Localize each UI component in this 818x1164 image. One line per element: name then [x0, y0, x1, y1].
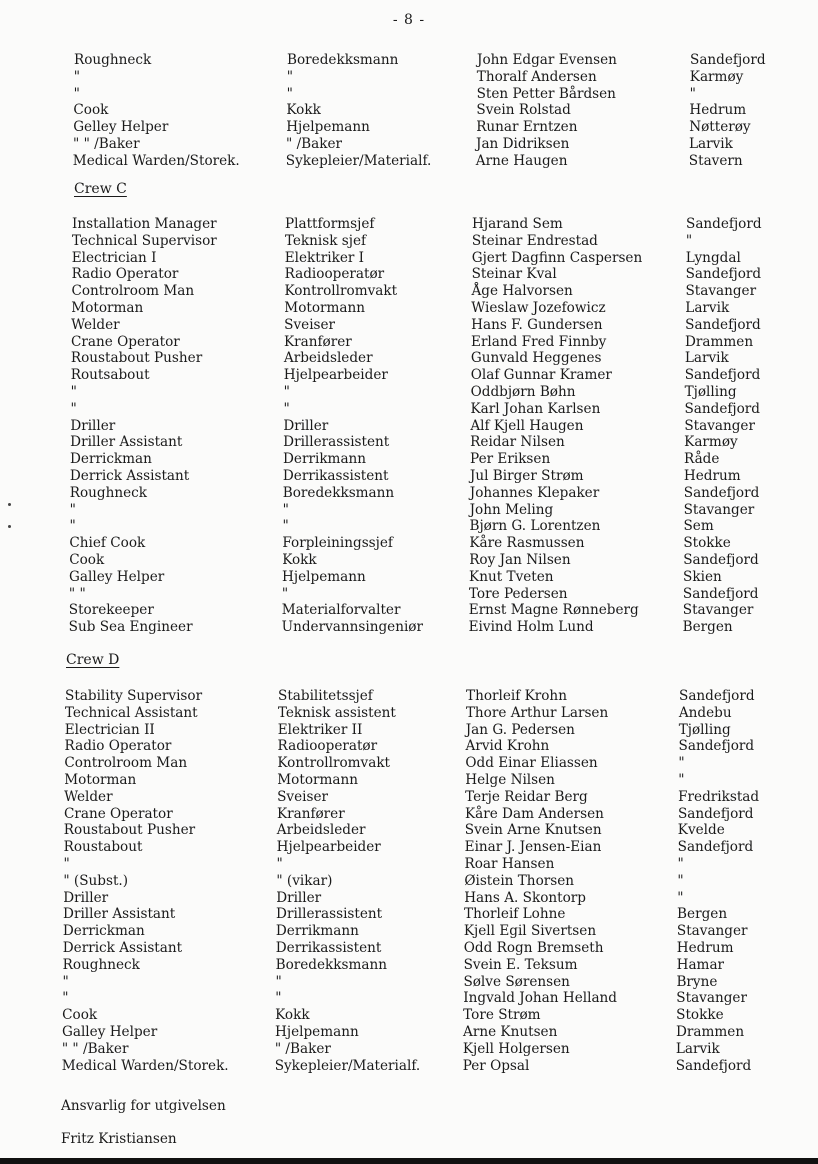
job-title-english: " (Subst.)	[63, 872, 129, 889]
person-name: Sølve Sørensen	[463, 973, 570, 990]
job-title-norwegian: Hjelpearbeider	[283, 367, 388, 384]
crew-c-list	[0, 216, 818, 636]
person-name: Svein E. Teksum	[463, 956, 578, 973]
job-title-english: "	[70, 400, 77, 417]
job-title-norwegian: "	[282, 501, 289, 518]
job-title-english: " " /Baker	[73, 135, 140, 152]
person-name: Bjørn G. Lorentzen	[469, 518, 601, 535]
crew-row	[0, 250, 818, 267]
job-title-english: Radio Operator	[64, 738, 172, 755]
hometown: Larvik	[675, 1040, 720, 1057]
crew-row	[0, 957, 818, 974]
job-title-english: Cook	[73, 102, 109, 119]
hometown: Andebu	[678, 704, 732, 721]
crew-row	[0, 586, 818, 603]
person-name: Svein Arne Knutsen	[464, 822, 602, 839]
hometown: Sandefjord	[690, 52, 766, 68]
person-name: Åge Halvorsen	[471, 283, 573, 300]
hometown: Lyngdal	[685, 249, 741, 266]
scan-edge	[0, 1158, 818, 1164]
job-title-norwegian: Boredekksmann	[282, 484, 395, 501]
person-name: Helge Nilsen	[465, 771, 555, 788]
person-name: Runar Erntzen	[476, 119, 578, 136]
person-name: Eivind Holm Lund	[468, 619, 594, 636]
hometown: "	[677, 855, 684, 872]
job-title-english: Roustabout Pusher	[70, 350, 203, 367]
hometown: Fredrikstad	[678, 788, 760, 805]
crew-row	[0, 233, 818, 250]
job-title-english: Controlroom Man	[64, 755, 188, 772]
crew-row	[0, 451, 818, 468]
job-title-norwegian: Elektriker II	[277, 721, 363, 738]
job-title-english: Controlroom Man	[71, 283, 195, 300]
job-title-norwegian: Stabilitetssjef	[278, 688, 373, 704]
job-title-english: Driller Assistant	[63, 906, 176, 923]
hometown: Stavanger	[682, 602, 754, 619]
crew-row	[0, 350, 818, 367]
person-name: Jan Didriksen	[476, 135, 570, 152]
job-title-norwegian: Driller	[283, 417, 329, 434]
job-title-norwegian: Boredekksmann	[275, 956, 388, 973]
scan-mark	[8, 503, 11, 506]
person-name: Kjell Egil Sivertsen	[463, 923, 597, 940]
responsible-name: Fritz Kristiansen	[61, 1131, 177, 1147]
person-name: Ingvald Johan Helland	[463, 990, 618, 1007]
person-name: Einar J. Jensen-Eian	[464, 839, 602, 856]
job-title-english: Storekeeper	[68, 602, 154, 619]
job-title-norwegian: " /Baker	[286, 135, 343, 152]
person-name: Odd Rogn Bremseth	[463, 939, 604, 956]
hometown: Karmøy	[689, 68, 744, 85]
hometown: Stavanger	[684, 417, 755, 434]
scan-mark	[8, 525, 11, 528]
job-title-english: Crane Operator	[63, 805, 173, 822]
job-title-english: Roustabout Pusher	[63, 822, 196, 839]
job-title-english: "	[63, 855, 70, 872]
hometown: Sandefjord	[684, 367, 761, 384]
person-name: Thorleif Lohne	[464, 906, 566, 923]
person-name: Kåre Rasmussen	[469, 535, 585, 552]
crew-row	[0, 367, 818, 384]
job-title-english: Galley Helper	[69, 568, 165, 585]
job-title-english: Roughneck	[69, 484, 148, 501]
crew-row	[0, 890, 818, 907]
job-title-norwegian: Kokk	[275, 1007, 310, 1024]
job-title-norwegian: Motormann	[277, 771, 359, 788]
person-name: Kåre Dam Andersen	[464, 805, 604, 822]
hometown: Larvik	[689, 135, 733, 152]
job-title-english: "	[69, 501, 76, 518]
job-title-english: Motorman	[71, 299, 144, 316]
job-title-english: Chief Cook	[69, 535, 146, 552]
job-title-english: Technical Supervisor	[71, 232, 217, 249]
job-title-norwegian: "	[282, 518, 289, 535]
person-name: Per Eriksen	[470, 451, 551, 468]
crew-row	[0, 119, 818, 136]
person-name: Tore Strøm	[463, 1007, 541, 1024]
job-title-norwegian: "	[276, 855, 283, 872]
hometown: Tjølling	[684, 383, 737, 400]
crew-row	[0, 1007, 818, 1024]
crew-row	[0, 434, 818, 451]
hometown: Drammen	[676, 1023, 745, 1040]
job-title-english: Crane Operator	[71, 333, 180, 350]
hometown: Sandefjord	[678, 738, 755, 755]
job-title-english: Cook	[69, 551, 105, 568]
job-title-norwegian: Undervannsingeniør	[281, 619, 423, 636]
job-title-norwegian: Radiooperatør	[277, 738, 378, 755]
person-name: Thore Arthur Larsen	[465, 704, 609, 721]
person-name: Reidar Nilsen	[470, 434, 565, 451]
person-name: Thorleif Krohn	[466, 688, 567, 704]
job-title-norwegian: Hjelpemann	[286, 119, 370, 136]
person-name: Kjell Holgersen	[462, 1040, 570, 1057]
crew-row	[0, 283, 818, 300]
person-name: Sten Petter Bårdsen	[476, 85, 616, 102]
hometown: Bergen	[677, 906, 728, 923]
job-title-english: Roughneck	[62, 956, 140, 973]
person-name: Olaf Gunnar Kramer	[470, 367, 612, 384]
job-title-english: Medical Warden/Storek.	[61, 1057, 229, 1074]
job-title-english: Driller Assistant	[70, 434, 183, 451]
crew-row	[0, 86, 818, 103]
job-title-norwegian: Boredekksmann	[287, 52, 399, 68]
job-title-english: "	[73, 68, 81, 85]
page-number: - 8 -	[392, 12, 426, 28]
hometown: Karmøy	[684, 434, 738, 451]
person-name: Roy Jan Nilsen	[469, 551, 571, 568]
job-title-norwegian: Kokk	[282, 551, 317, 568]
person-name: Steinar Endrestad	[471, 232, 598, 249]
hometown: Bergen	[682, 619, 733, 636]
job-title-norwegian: "	[281, 585, 289, 602]
hometown: Larvik	[685, 299, 730, 316]
hometown: Stavanger	[676, 990, 747, 1007]
crew-row	[0, 569, 818, 586]
job-title-norwegian: Sveiser	[284, 316, 336, 333]
job-title-english: Galley Helper	[62, 1023, 158, 1040]
hometown: Stavanger	[676, 923, 748, 940]
job-title-norwegian: Kontrollromvakt	[277, 755, 391, 772]
crew-row	[0, 266, 818, 283]
person-name: Hans F. Gundersen	[471, 316, 603, 333]
job-title-english: Radio Operator	[71, 266, 179, 283]
job-title-english: Derrick Assistant	[62, 939, 183, 956]
crew-row	[0, 334, 818, 351]
job-title-norwegian: Kranfører	[284, 333, 352, 350]
job-title-norwegian: "	[275, 973, 282, 990]
hometown: Stokke	[676, 1007, 724, 1024]
crew-row	[0, 317, 818, 334]
job-title-english: Routsabout	[70, 367, 150, 384]
hometown: Sandefjord	[685, 266, 762, 283]
job-title-english: Sub Sea Engineer	[68, 619, 193, 636]
hometown: Kvelde	[677, 822, 725, 839]
crew-row	[0, 384, 818, 401]
job-title-english: Medical Warden/Storek.	[72, 152, 240, 169]
job-title-norwegian: Sykepleier/Materialf.	[285, 152, 432, 169]
hometown: Hedrum	[683, 467, 741, 484]
crew-row	[0, 518, 818, 535]
person-name: Øistein Thorsen	[464, 872, 575, 889]
hometown: "	[689, 85, 696, 102]
job-title-english: " " /Baker	[61, 1040, 129, 1057]
job-title-norwegian: " /Baker	[274, 1040, 331, 1057]
hometown: "	[677, 872, 684, 889]
crew-row	[0, 839, 818, 856]
job-title-norwegian: Materialforvalter	[281, 602, 401, 619]
crew-row	[0, 772, 818, 789]
job-title-norwegian: Motormann	[284, 299, 366, 316]
job-title-english: Derrickman	[70, 451, 152, 468]
job-title-english: Gelley Helper	[73, 119, 169, 136]
person-name: Hans A. Skontorp	[464, 889, 586, 906]
job-title-english: Stability Supervisor	[65, 688, 203, 704]
person-name: John Edgar Evensen	[477, 52, 617, 68]
job-title-norwegian: Derrikassistent	[275, 939, 382, 956]
crew-row	[0, 990, 818, 1007]
hometown: Skien	[683, 568, 722, 585]
person-name: Odd Einar Eliassen	[465, 755, 598, 772]
person-name: Svein Rolstad	[476, 102, 571, 119]
crew-row	[0, 153, 818, 170]
hometown: "	[678, 755, 685, 772]
person-name: Gunvald Heggenes	[470, 350, 602, 367]
job-title-norwegian: Teknisk sjef	[284, 232, 367, 249]
hometown: Nøtterøy	[689, 119, 751, 136]
crew-row	[0, 619, 818, 636]
job-title-english: Driller	[63, 889, 109, 906]
person-name: Ernst Magne Rønneberg	[468, 602, 639, 619]
hometown: Hedrum	[676, 939, 734, 956]
job-title-english: Welder	[71, 316, 120, 333]
job-title-norwegian: Sykepleier/Materialf.	[274, 1057, 421, 1074]
crew-row	[0, 873, 818, 890]
job-title-norwegian: Derrikmann	[275, 923, 359, 940]
crew-row	[0, 923, 818, 940]
job-title-norwegian: Hjelpearbeider	[276, 839, 381, 856]
job-title-english: "	[62, 973, 69, 990]
hometown: Stokke	[683, 535, 731, 552]
crew-row	[0, 485, 818, 502]
hometown: Sandefjord	[686, 216, 762, 232]
crew-d-list	[0, 688, 818, 1074]
person-name: Jan G. Pedersen	[465, 721, 575, 738]
crew-row	[0, 755, 818, 772]
person-name: Arne Haugen	[475, 152, 568, 169]
job-title-norwegian: Kokk	[286, 102, 321, 119]
person-name: Terje Reidar Berg	[465, 788, 588, 805]
crew-row	[0, 688, 818, 705]
crew-row	[0, 535, 818, 552]
crew-row	[0, 136, 818, 153]
crew-row	[0, 1058, 818, 1075]
person-name: Alf Kjell Haugen	[470, 417, 584, 434]
hometown: Sandefjord	[684, 400, 761, 417]
crew-row	[0, 906, 818, 923]
job-title-english: Roustabout	[63, 839, 143, 856]
crew-row	[0, 940, 818, 957]
hometown: Sandefjord	[683, 484, 760, 501]
hometown: Hedrum	[689, 102, 747, 119]
crew-row	[0, 418, 818, 435]
job-title-english: "	[73, 85, 80, 102]
crew-row	[0, 401, 818, 418]
job-title-norwegian: " (vikar)	[276, 872, 333, 889]
hometown: Sandefjord	[677, 839, 754, 856]
person-name: Gjert Dagfinn Caspersen	[471, 249, 643, 266]
hometown: Drammen	[685, 333, 754, 350]
crew-row	[0, 102, 818, 119]
job-title-english: " "	[68, 585, 86, 602]
person-name: Knut Tveten	[469, 568, 554, 585]
job-title-norwegian: Elektriker I	[284, 249, 365, 266]
job-title-english: Technical Assistant	[64, 704, 198, 721]
crew-list-continued	[0, 52, 818, 170]
job-title-norwegian: Driller	[276, 889, 322, 906]
person-name: Jul Birger Strøm	[469, 467, 584, 484]
hometown: "	[685, 232, 693, 249]
job-title-norwegian: "	[275, 990, 282, 1007]
person-name: Erland Fred Finnby	[471, 333, 607, 350]
crew-row	[0, 1024, 818, 1041]
job-title-norwegian: "	[283, 400, 290, 417]
job-title-norwegian: Radiooperatør	[284, 266, 385, 283]
person-name: Arvid Krohn	[465, 738, 550, 755]
job-title-english: Electrician I	[71, 249, 157, 266]
crew-row	[0, 738, 818, 755]
job-title-norwegian: Drillerassistent	[276, 906, 383, 923]
job-title-english: Cook	[62, 1007, 98, 1024]
person-name: Wieslaw Jozefowicz	[471, 299, 606, 316]
hometown: Sandefjord	[675, 1057, 752, 1074]
person-name: Arne Knutsen	[463, 1023, 558, 1040]
crew-c-heading: Crew C	[74, 181, 127, 197]
hometown: Stavanger	[685, 283, 757, 300]
hometown: "	[678, 771, 685, 788]
job-title-norwegian: "	[286, 85, 293, 102]
crew-row	[0, 300, 818, 317]
person-name: Thoralf Andersen	[476, 68, 597, 85]
job-title-norwegian: Plattformsjef	[285, 216, 375, 232]
crew-row	[0, 1041, 818, 1058]
hometown: Stavanger	[683, 501, 755, 518]
hometown: Sandefjord	[683, 551, 759, 568]
job-title-english: "	[70, 383, 77, 400]
hometown: Larvik	[684, 350, 729, 367]
job-title-english: Installation Manager	[72, 216, 217, 232]
job-title-norwegian: Kontrollromvakt	[284, 283, 398, 300]
job-title-english: Electrician II	[64, 721, 155, 738]
job-title-norwegian: "	[283, 383, 290, 400]
hometown: Stavern	[688, 152, 743, 169]
hometown: Bryne	[676, 973, 718, 990]
person-name: Hjarand Sem	[472, 216, 563, 232]
job-title-norwegian: Sveiser	[277, 788, 328, 805]
job-title-english: Welder	[64, 788, 113, 805]
job-title-english: Derrick Assistant	[69, 467, 190, 484]
crew-row	[0, 789, 818, 806]
crew-row	[0, 216, 818, 233]
job-title-norwegian: Arbeidsleder	[283, 350, 373, 367]
job-title-english: Motorman	[64, 771, 137, 788]
crew-row	[0, 722, 818, 739]
hometown: Sem	[683, 518, 714, 535]
job-title-norwegian: Forpleiningssjef	[282, 535, 393, 552]
job-title-norwegian: Hjelpemann	[275, 1023, 359, 1040]
job-title-norwegian: Kranfører	[276, 805, 345, 822]
crew-row	[0, 705, 818, 722]
hometown: Råde	[684, 451, 720, 468]
hometown: Sandefjord	[679, 688, 755, 704]
job-title-norwegian: Teknisk assistent	[277, 704, 396, 721]
hometown: Hamar	[676, 956, 725, 973]
job-title-norwegian: Derrikmann	[283, 451, 367, 468]
crew-row	[0, 856, 818, 873]
crew-d-heading: Crew D	[66, 652, 120, 668]
crew-row	[0, 806, 818, 823]
crew-row	[0, 552, 818, 569]
job-title-english: "	[69, 518, 76, 535]
person-name: Johannes Klepaker	[469, 484, 600, 501]
crew-row	[0, 468, 818, 485]
hometown: Sandefjord	[677, 805, 754, 822]
person-name: Roar Hansen	[464, 855, 555, 872]
job-title-norwegian: Arbeidsleder	[276, 822, 366, 839]
crew-row	[0, 974, 818, 991]
responsible-label: Ansvarlig for utgivelsen	[61, 1098, 226, 1114]
job-title-english: "	[62, 990, 69, 1007]
hometown: Sandefjord	[685, 316, 761, 333]
job-title-norwegian: "	[286, 68, 294, 85]
crew-row	[0, 602, 818, 619]
crew-row	[0, 502, 818, 519]
job-title-norwegian: Hjelpemann	[282, 568, 366, 585]
person-name: Steinar Kval	[471, 266, 557, 283]
hometown: Tjølling	[678, 721, 731, 738]
hometown: Sandefjord	[682, 585, 759, 602]
hometown: "	[677, 889, 684, 906]
person-name: Tore Pedersen	[468, 585, 568, 602]
job-title-norwegian: Derrikassistent	[282, 467, 389, 484]
person-name: Per Opsal	[462, 1057, 530, 1074]
job-title-norwegian: Drillerassistent	[283, 434, 390, 451]
crew-row	[0, 822, 818, 839]
job-title-english: Driller	[70, 417, 116, 434]
person-name: Karl Johan Karlsen	[470, 400, 601, 417]
person-name: John Meling	[469, 501, 554, 518]
crew-row	[0, 69, 818, 86]
crew-row	[0, 52, 818, 69]
job-title-english: Derrickman	[62, 923, 145, 940]
job-title-english: Roughneck	[74, 52, 152, 68]
person-name: Oddbjørn Bøhn	[470, 383, 576, 400]
